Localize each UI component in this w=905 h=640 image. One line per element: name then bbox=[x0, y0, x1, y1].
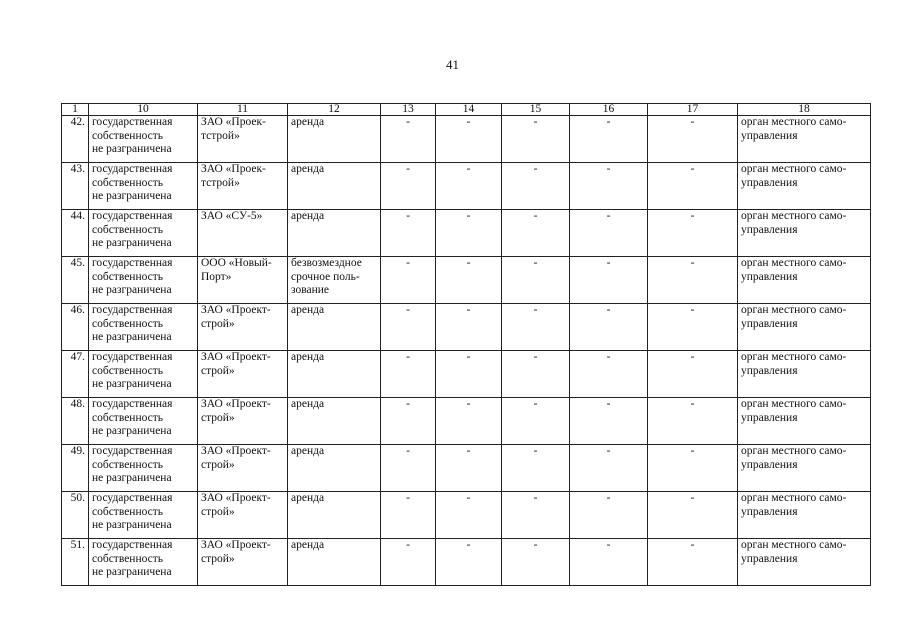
column-15-cell: - bbox=[502, 210, 570, 257]
managing-body-line: управления bbox=[741, 364, 798, 377]
table-row bbox=[62, 257, 871, 304]
right-holder-line: строй» bbox=[201, 552, 235, 565]
land-category-line: не разграничена bbox=[92, 237, 172, 249]
land-category-line: государственная bbox=[92, 116, 173, 128]
right-type-cell bbox=[288, 304, 381, 351]
right-holder-line: ЗАО «Проект- bbox=[201, 492, 271, 504]
column-16-cell: - bbox=[570, 445, 648, 492]
managing-body-cell bbox=[738, 539, 871, 586]
column-13-cell: - bbox=[381, 304, 436, 351]
right-holder-line: ЗАО «Проект- bbox=[201, 398, 271, 410]
land-category-line: собственность bbox=[92, 223, 164, 236]
column-13-cell: - bbox=[381, 351, 436, 398]
right-type-line: аренда bbox=[291, 163, 325, 175]
column-16-cell: - bbox=[570, 539, 648, 586]
managing-body-cell bbox=[738, 304, 871, 351]
land-category-cell bbox=[89, 351, 198, 398]
land-category-line: собственность bbox=[92, 317, 164, 330]
right-type-line: аренда bbox=[291, 398, 325, 410]
right-holder-line: строй» bbox=[201, 411, 235, 424]
right-type-cell bbox=[288, 445, 381, 492]
row-number-cell: 46. bbox=[62, 304, 89, 351]
land-category-cell bbox=[89, 304, 198, 351]
right-type-cell bbox=[288, 351, 381, 398]
table-row bbox=[62, 398, 871, 445]
column-header-1: 1 bbox=[62, 104, 89, 116]
right-type-cell bbox=[288, 116, 381, 163]
managing-body-line: орган местного само- bbox=[741, 257, 847, 269]
column-13-cell: - bbox=[381, 398, 436, 445]
right-type-cell bbox=[288, 210, 381, 257]
managing-body-line: орган местного само- bbox=[741, 492, 847, 504]
right-holder-cell bbox=[198, 492, 288, 539]
column-14-cell: - bbox=[436, 445, 502, 492]
managing-body-cell bbox=[738, 351, 871, 398]
managing-body-line: орган местного само- bbox=[741, 210, 847, 222]
column-15-cell: - bbox=[502, 445, 570, 492]
right-type-line: срочное поль- bbox=[291, 270, 360, 283]
land-category-line: собственность bbox=[92, 552, 164, 565]
managing-body-line: орган местного само- bbox=[741, 304, 847, 316]
right-type-cell bbox=[288, 539, 381, 586]
managing-body-cell bbox=[738, 445, 871, 492]
row-number-cell: 48. bbox=[62, 398, 89, 445]
managing-body-cell bbox=[738, 398, 871, 445]
column-header-15: 15 bbox=[502, 104, 570, 116]
page-number: 41 bbox=[446, 57, 459, 72]
land-category-cell bbox=[89, 492, 198, 539]
land-category-line: не разграничена bbox=[92, 331, 172, 343]
column-header-12: 12 bbox=[288, 104, 381, 116]
column-14-cell: - bbox=[436, 163, 502, 210]
column-14-cell: - bbox=[436, 116, 502, 163]
column-15-cell: - bbox=[502, 257, 570, 304]
right-holder-cell bbox=[198, 116, 288, 163]
right-holder-line: тстрой» bbox=[201, 129, 240, 142]
land-category-line: не разграничена bbox=[92, 472, 172, 484]
column-header-17: 17 bbox=[648, 104, 738, 116]
table-row bbox=[62, 304, 871, 351]
land-category-cell bbox=[89, 210, 198, 257]
managing-body-cell bbox=[738, 163, 871, 210]
column-14-cell: - bbox=[436, 398, 502, 445]
column-13-cell: - bbox=[381, 163, 436, 210]
right-holder-cell bbox=[198, 304, 288, 351]
land-category-line: не разграничена bbox=[92, 566, 172, 578]
managing-body-line: орган местного само- bbox=[741, 116, 847, 128]
managing-body-line: управления bbox=[741, 270, 798, 283]
land-category-line: собственность bbox=[92, 458, 164, 471]
managing-body-line: управления bbox=[741, 458, 798, 471]
land-category-line: государственная bbox=[92, 351, 173, 363]
table-body bbox=[62, 116, 871, 586]
column-16-cell: - bbox=[570, 304, 648, 351]
land-category-line: собственность bbox=[92, 129, 164, 142]
managing-body-cell bbox=[738, 492, 871, 539]
land-category-cell bbox=[89, 445, 198, 492]
column-header-14: 14 bbox=[436, 104, 502, 116]
table-row bbox=[62, 351, 871, 398]
land-category-line: собственность bbox=[92, 505, 164, 518]
land-category-line: не разграничена bbox=[92, 519, 172, 531]
column-17-cell: - bbox=[648, 445, 738, 492]
land-category-line: государственная bbox=[92, 257, 173, 269]
column-14-cell: - bbox=[436, 539, 502, 586]
right-type-line: аренда bbox=[291, 116, 325, 128]
managing-body-line: управления bbox=[741, 505, 798, 518]
land-category-cell bbox=[89, 116, 198, 163]
managing-body-line: орган местного само- bbox=[741, 398, 847, 410]
managing-body-line: управления bbox=[741, 129, 798, 142]
column-header-18: 18 bbox=[738, 104, 871, 116]
column-17-cell: - bbox=[648, 116, 738, 163]
right-holder-line: ЗАО «Проект- bbox=[201, 351, 271, 363]
column-17-cell: - bbox=[648, 163, 738, 210]
column-14-cell: - bbox=[436, 492, 502, 539]
land-category-line: не разграничена bbox=[92, 190, 172, 202]
right-holder-line: ЗАО «СУ-5» bbox=[201, 210, 263, 222]
column-17-cell: - bbox=[648, 398, 738, 445]
row-number-cell: 43. bbox=[62, 163, 89, 210]
column-14-cell: - bbox=[436, 304, 502, 351]
column-15-cell: - bbox=[502, 492, 570, 539]
column-16-cell: - bbox=[570, 398, 648, 445]
right-type-cell bbox=[288, 492, 381, 539]
column-15-cell: - bbox=[502, 398, 570, 445]
column-17-cell: - bbox=[648, 351, 738, 398]
column-16-cell: - bbox=[570, 210, 648, 257]
column-16-cell: - bbox=[570, 351, 648, 398]
right-holder-line: ЗАО «Проек- bbox=[201, 163, 266, 175]
column-14-cell: - bbox=[436, 257, 502, 304]
column-13-cell: - bbox=[381, 210, 436, 257]
column-17-cell: - bbox=[648, 539, 738, 586]
table-row bbox=[62, 492, 871, 539]
right-holder-line: строй» bbox=[201, 317, 235, 330]
land-category-cell bbox=[89, 539, 198, 586]
column-header-13: 13 bbox=[381, 104, 436, 116]
column-15-cell: - bbox=[502, 163, 570, 210]
column-14-cell: - bbox=[436, 351, 502, 398]
row-number-cell: 44. bbox=[62, 210, 89, 257]
right-type-line: аренда bbox=[291, 351, 325, 363]
column-header-10: 10 bbox=[89, 104, 198, 116]
land-category-line: государственная bbox=[92, 398, 173, 410]
column-16-cell: - bbox=[570, 163, 648, 210]
table-row bbox=[62, 163, 871, 210]
registry-table bbox=[61, 103, 871, 586]
right-holder-cell bbox=[198, 210, 288, 257]
land-category-line: государственная bbox=[92, 210, 173, 222]
managing-body-line: орган местного само- bbox=[741, 351, 847, 363]
column-17-cell: - bbox=[648, 492, 738, 539]
land-category-line: государственная bbox=[92, 304, 173, 316]
column-header-11: 11 bbox=[198, 104, 288, 116]
managing-body-line: управления bbox=[741, 411, 798, 424]
column-15-cell: - bbox=[502, 116, 570, 163]
right-type-cell bbox=[288, 398, 381, 445]
land-category-line: не разграничена bbox=[92, 425, 172, 437]
row-number-cell: 45. bbox=[62, 257, 89, 304]
land-category-line: государственная bbox=[92, 163, 173, 175]
header-row bbox=[62, 104, 871, 116]
column-header-16: 16 bbox=[570, 104, 648, 116]
right-holder-line: Порт» bbox=[201, 270, 232, 283]
table-row bbox=[62, 445, 871, 492]
managing-body-line: управления bbox=[741, 552, 798, 565]
right-holder-line: ООО «Новый- bbox=[201, 257, 272, 269]
land-category-cell bbox=[89, 398, 198, 445]
right-holder-line: ЗАО «Проект- bbox=[201, 445, 271, 457]
column-13-cell: - bbox=[381, 539, 436, 586]
row-number-cell: 42. bbox=[62, 116, 89, 163]
right-holder-cell bbox=[198, 351, 288, 398]
table-row bbox=[62, 116, 871, 163]
right-type-line: аренда bbox=[291, 492, 325, 504]
column-16-cell: - bbox=[570, 492, 648, 539]
land-category-line: не разграничена bbox=[92, 284, 172, 296]
right-type-line: аренда bbox=[291, 304, 325, 316]
land-category-line: государственная bbox=[92, 539, 173, 551]
managing-body-line: управления bbox=[741, 176, 798, 189]
right-holder-line: ЗАО «Проект- bbox=[201, 304, 271, 316]
land-category-line: государственная bbox=[92, 445, 173, 457]
right-holder-line: строй» bbox=[201, 364, 235, 377]
column-15-cell: - bbox=[502, 304, 570, 351]
column-13-cell: - bbox=[381, 445, 436, 492]
land-category-cell bbox=[89, 257, 198, 304]
right-type-cell bbox=[288, 257, 381, 304]
land-category-line: не разграничена bbox=[92, 143, 172, 155]
land-category-line: собственность bbox=[92, 364, 164, 377]
managing-body-line: управления bbox=[741, 317, 798, 330]
column-16-cell: - bbox=[570, 257, 648, 304]
managing-body-cell bbox=[738, 257, 871, 304]
land-category-line: собственность bbox=[92, 270, 164, 283]
right-holder-cell bbox=[198, 163, 288, 210]
right-holder-cell bbox=[198, 398, 288, 445]
row-number-cell: 49. bbox=[62, 445, 89, 492]
right-holder-line: ЗАО «Проект- bbox=[201, 539, 271, 551]
right-type-line: аренда bbox=[291, 210, 325, 222]
column-13-cell: - bbox=[381, 257, 436, 304]
right-type-cell bbox=[288, 163, 381, 210]
right-holder-line: строй» bbox=[201, 458, 235, 471]
right-type-line: аренда bbox=[291, 539, 325, 551]
table-row bbox=[62, 539, 871, 586]
column-17-cell: - bbox=[648, 257, 738, 304]
right-type-line: зование bbox=[291, 284, 330, 296]
row-number-cell: 50. bbox=[62, 492, 89, 539]
column-16-cell: - bbox=[570, 116, 648, 163]
right-type-line: безвозмездное bbox=[291, 257, 362, 269]
managing-body-line: орган местного само- bbox=[741, 539, 847, 551]
column-13-cell: - bbox=[381, 116, 436, 163]
right-holder-cell bbox=[198, 257, 288, 304]
managing-body-line: управления bbox=[741, 223, 798, 236]
managing-body-cell bbox=[738, 116, 871, 163]
row-number-cell: 47. bbox=[62, 351, 89, 398]
land-category-line: не разграничена bbox=[92, 378, 172, 390]
managing-body-line: орган местного само- bbox=[741, 445, 847, 457]
column-14-cell: - bbox=[436, 210, 502, 257]
right-holder-line: строй» bbox=[201, 505, 235, 518]
right-holder-cell bbox=[198, 445, 288, 492]
column-17-cell: - bbox=[648, 304, 738, 351]
row-number-cell: 51. bbox=[62, 539, 89, 586]
managing-body-cell bbox=[738, 210, 871, 257]
land-category-line: собственность bbox=[92, 411, 164, 424]
column-13-cell: - bbox=[381, 492, 436, 539]
right-type-line: аренда bbox=[291, 445, 325, 457]
column-15-cell: - bbox=[502, 351, 570, 398]
right-holder-line: тстрой» bbox=[201, 176, 240, 189]
managing-body-line: орган местного само- bbox=[741, 163, 847, 175]
right-holder-line: ЗАО «Проек- bbox=[201, 116, 266, 128]
land-category-cell bbox=[89, 163, 198, 210]
table-row bbox=[62, 210, 871, 257]
land-category-line: государственная bbox=[92, 492, 173, 504]
right-holder-cell bbox=[198, 539, 288, 586]
column-17-cell: - bbox=[648, 210, 738, 257]
column-15-cell: - bbox=[502, 539, 570, 586]
land-category-line: собственность bbox=[92, 176, 164, 189]
